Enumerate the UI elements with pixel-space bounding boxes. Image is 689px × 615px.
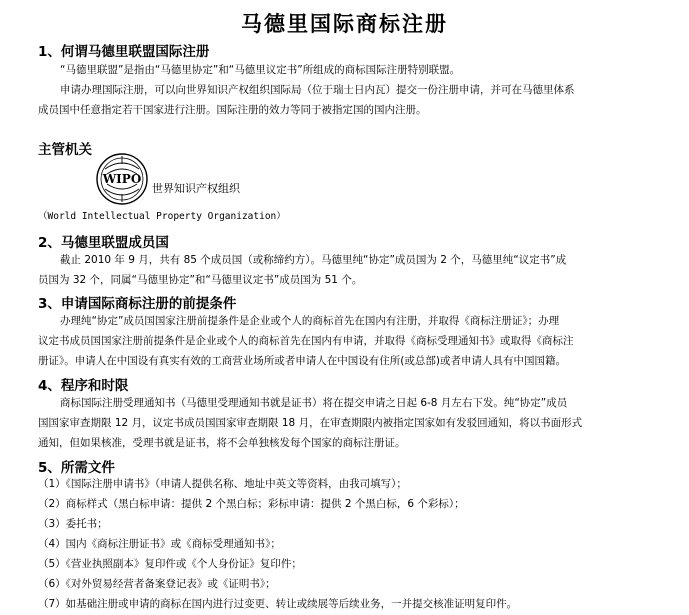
section-4-heading: 4、程序和时限 (38, 378, 129, 394)
list-item: （7）如基础注册或申请的商标在国内进行过变更、转让或续展等后续业务，一并提交核准证明复印件。 (38, 598, 518, 610)
section-5-heading: 5、所需文件 (38, 460, 115, 476)
section-2-paragraph-line-1: 截止 2010 年 9 月，共有 85 个成员国（或称缔约方）。马德里纯“协定”成员国为 2 个，马德里纯“议定书”成 (60, 254, 567, 266)
section-4-paragraph-line-2: 国国家审查期限 12 月，议定书成员国国家审查期限 18 月，在审查期限内被指定国家如有发驳回通知，将以书面形式 (38, 417, 583, 429)
wipo-logo-text: WIPO (102, 172, 142, 186)
list-item: （3）委托书； (38, 518, 108, 530)
section-3-paragraph-line-2: 议定书成员国国家注册前提条件是企业或个人的商标首先在国内有申请，并取得《商标受理通知书》或取得《商标注 (38, 335, 574, 347)
section-1-heading: 1、何谓马德里联盟国际注册 (38, 44, 210, 60)
section-3-paragraph-line-3: 册证》。申请人在中国设有真实有效的工商营业场所或者申请人在中国设有住所(或总部)或者申请人具有中国国籍。 (38, 355, 566, 367)
section-2-paragraph-line-2: 员国为 32 个，同属“马德里协定”和“马德里议定书”成员国为 51 个。 (38, 274, 363, 286)
list-item: （1）《国际注册申请书》（申请人提供名称、地址中英文等资料，由我司填写）； (38, 478, 407, 490)
section-3-paragraph-line-1: 办理纯“协定”成员国国家注册前提条件是企业或个人的商标首先在国内有注册，并取得《商标注册证》；办理 (60, 315, 560, 327)
authority-name-cn: 世界知识产权组织 (152, 182, 240, 195)
list-item: （5）《营业执照副本》复印件或《个人身份证》复印件； (38, 558, 302, 570)
section-1-paragraph-1: “马德里联盟”是指由“马德里协定”和“马德里议定书”所组成的商标国际注册特别联盟。 (60, 64, 461, 76)
list-item: （6）《对外贸易经营者备案登记表》或《证明书》； (38, 578, 276, 590)
section-1-paragraph-2-line-2: 成员国中任意指定若干国家进行注册。国际注册的效力等同于被指定国的国内注册。 (38, 104, 427, 116)
page-title: 马德里国际商标注册 (241, 11, 448, 36)
section-1-paragraph-2-line-1: 申请办理国际注册，可以向世界知识产权组织国际局（位于瑞士日内瓦）提交一份注册申请，并可在马德里体系 (60, 84, 575, 96)
list-item: （4）国内《商标注册证书》或《商标受理通知书》； (38, 538, 281, 550)
authority-name-en: （World Intellectual Property Organization） (38, 211, 286, 222)
section-4-paragraph-line-3: 通知，但如果核准，受理书就是证书，将不会单独核发每个国家的商标注册证。 (38, 437, 406, 449)
wipo-logo (95, 152, 149, 206)
authority-heading: 主管机关 (38, 142, 92, 158)
section-2-heading: 2、马德里联盟成员国 (38, 235, 169, 251)
section-3-heading: 3、申请国际商标注册的前提条件 (38, 296, 237, 312)
section-4-paragraph-line-1: 商标国际注册受理通知书（马德里受理通知书就是证书）将在提交申请之日起 6-8 月左右下发。纯“协定”成员 (60, 397, 568, 409)
list-item: （2）商标样式（黑白标申请：提供 2 个黑白标；彩标申请：提供 2 个黑白标，6 个彩标）； (38, 498, 465, 510)
